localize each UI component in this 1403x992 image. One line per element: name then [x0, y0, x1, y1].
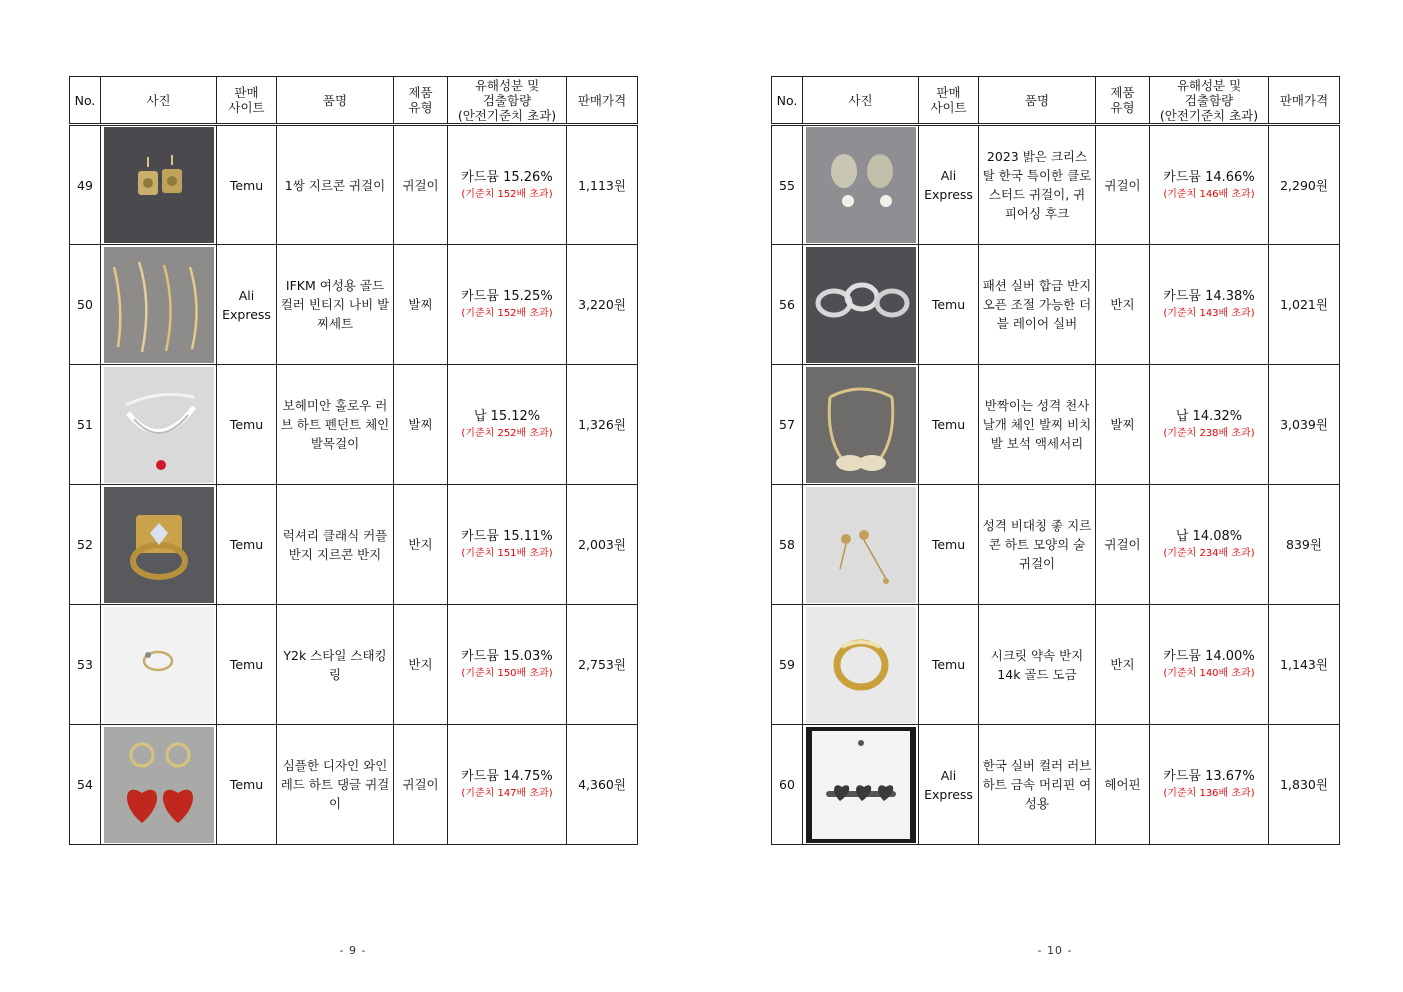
sale-price: 839원 [1269, 485, 1340, 605]
hazard-exceed-note: (기준치 146배 초과) [1163, 188, 1255, 200]
gold-ring-photo [104, 487, 214, 603]
row-number: 54 [70, 725, 101, 845]
product-photo [101, 245, 217, 365]
silver-rings-photo [806, 247, 916, 363]
sale-price: 2,753원 [567, 605, 638, 725]
product-name: 럭셔리 클래식 커플 반지 지르콘 반지 [277, 485, 394, 605]
product-type: 귀걸이 [1096, 125, 1150, 245]
hazard-content: 납 14.32% [1175, 409, 1243, 424]
product-name: 패션 실버 합금 반지 오픈 조절 가능한 더블 레이어 실버 [979, 245, 1096, 365]
row-number: 55 [772, 125, 803, 245]
product-type: 귀걸이 [394, 125, 448, 245]
crystal-stud-earrings-photo [806, 127, 916, 243]
header-photo: 사진 [101, 77, 217, 125]
product-photo [803, 485, 919, 605]
table-row [70, 485, 638, 605]
product-name: 심플한 디자인 와인 레드 하트 댕글 귀걸이 [277, 725, 394, 845]
hazard-result [1150, 125, 1269, 245]
hazard-exceed-note: (기준치 140배 초과) [1163, 668, 1255, 679]
hazard-result [1150, 605, 1269, 725]
tassel-earrings-photo [806, 487, 916, 603]
header-no: No. [70, 77, 101, 125]
sale-price: 1,021원 [1269, 245, 1340, 365]
hazard-content: 카드뮴 14.66% [1163, 169, 1255, 185]
stacking-ring-photo [104, 607, 214, 723]
header-row [772, 77, 1340, 125]
hazard-exceed-note: (기준치 136배 초과) [1163, 788, 1255, 799]
row-number: 52 [70, 485, 101, 605]
sales-site: Ali Express [919, 125, 979, 245]
header-type: 제품 유형 [1096, 77, 1150, 125]
product-photo [803, 245, 919, 365]
row-number: 59 [772, 605, 803, 725]
product-name: 보헤미안 홀로우 러브 하트 펜던트 체인 발목걸이 [277, 365, 394, 485]
product-type: 발찌 [394, 365, 448, 485]
product-type: 반지 [1096, 245, 1150, 365]
hazard-content: 카드뮴 14.75% [461, 769, 553, 784]
hazard-result [448, 725, 567, 845]
red-heart-earrings-photo [104, 727, 214, 843]
table-row [70, 125, 638, 245]
page-number: - 9 - [339, 944, 367, 957]
table-row [70, 605, 638, 725]
heart-hairpin-photo [806, 727, 916, 843]
product-name: 2023 밝은 크리스탈 한국 특이한 클로 스터드 귀걸이, 귀 피어싱 후크 [979, 125, 1096, 245]
product-photo [101, 725, 217, 845]
hazard-result [1150, 245, 1269, 365]
sale-price: 1,113원 [567, 125, 638, 245]
hazard-content: 납 14.08% [1175, 529, 1243, 544]
product-type: 발찌 [394, 245, 448, 365]
hazard-content: 카드뮴 13.67% [1163, 769, 1255, 784]
table-row [772, 725, 1340, 845]
hazard-exceed-note: (기준치 150배 초과) [461, 668, 553, 679]
hazard-exceed-note: (기준치 151배 초과) [461, 548, 553, 559]
row-number: 58 [772, 485, 803, 605]
sales-site: Temu [217, 365, 277, 485]
sales-site: Temu [919, 485, 979, 605]
table-row [70, 245, 638, 365]
row-number: 53 [70, 605, 101, 725]
sales-site: Temu [217, 485, 277, 605]
product-table [69, 76, 638, 845]
product-name: 한국 실버 컬러 러브 하트 금속 머리핀 여성용 [979, 725, 1096, 845]
hazard-exceed-note: (기준치 252배 초과) [461, 428, 553, 439]
hazard-content: 카드뮴 15.03% [461, 649, 553, 664]
sales-site: Temu [919, 605, 979, 725]
sales-site: Ali Express [217, 245, 277, 365]
header-type: 제품 유형 [394, 77, 448, 125]
hazard-result [1150, 485, 1269, 605]
table-row [772, 365, 1340, 485]
hazard-exceed-note: (기준치 152배 초과) [461, 308, 553, 319]
hazard-content: 납 15.12% [473, 409, 541, 424]
product-name: 반짝이는 성격 천사 날개 체인 발찌 비치 발 보석 액세서리 [979, 365, 1096, 485]
sale-price: 2,290원 [1269, 125, 1340, 245]
angel-wing-anklet-photo [806, 367, 916, 483]
gold-anklet-set-photo [104, 247, 214, 363]
sale-price: 3,039원 [1269, 365, 1340, 485]
row-number: 49 [70, 125, 101, 245]
sale-price: 2,003원 [567, 485, 638, 605]
product-name: Y2k 스타일 스태킹 링 [277, 605, 394, 725]
hazard-content: 카드뮴 15.11% [461, 529, 553, 544]
hazard-result [448, 485, 567, 605]
product-table [771, 76, 1340, 845]
header-photo: 사진 [803, 77, 919, 125]
gold-stud-earrings-photo [104, 127, 214, 243]
hazard-content: 카드뮴 15.26% [461, 169, 553, 185]
silver-anklet-photo [104, 367, 214, 483]
product-photo [803, 365, 919, 485]
row-number: 50 [70, 245, 101, 365]
sales-site: Temu [919, 245, 979, 365]
sale-price: 1,326원 [567, 365, 638, 485]
row-number: 56 [772, 245, 803, 365]
sale-price: 3,220원 [567, 245, 638, 365]
row-number: 51 [70, 365, 101, 485]
hazard-exceed-note: (기준치 238배 초과) [1163, 428, 1255, 439]
header-result: 유해성분 및 검출함량 (안전기준치 초과) [1150, 77, 1269, 125]
sales-site: Temu [217, 125, 277, 245]
hazard-content: 카드뮴 15.25% [461, 289, 553, 304]
sale-price: 1,830원 [1269, 725, 1340, 845]
table-row [772, 605, 1340, 725]
table-row [772, 125, 1340, 245]
row-number: 57 [772, 365, 803, 485]
hazard-exceed-note: (기준치 234배 초과) [1163, 548, 1255, 559]
hazard-result [1150, 365, 1269, 485]
table-row [70, 725, 638, 845]
product-photo [101, 605, 217, 725]
product-photo [803, 725, 919, 845]
header-site: 판매 사이트 [919, 77, 979, 125]
hazard-result [448, 125, 567, 245]
product-photo [101, 485, 217, 605]
header-no: No. [772, 77, 803, 125]
product-type: 반지 [394, 485, 448, 605]
header-name: 품명 [979, 77, 1096, 125]
product-type: 반지 [394, 605, 448, 725]
sales-site: Temu [217, 605, 277, 725]
product-photo [803, 125, 919, 245]
sales-site: Temu [919, 365, 979, 485]
sales-site: Temu [217, 725, 277, 845]
header-price: 판매가격 [567, 77, 638, 125]
hazard-result [1150, 725, 1269, 845]
header-name: 품명 [277, 77, 394, 125]
hazard-result [448, 365, 567, 485]
promise-ring-photo [806, 607, 916, 723]
product-photo [803, 605, 919, 725]
product-name: 성격 비대칭 좋 지르콘 하트 모양의 술 귀걸이 [979, 485, 1096, 605]
product-name: IFKM 여성용 골드 컬러 빈티지 나비 발찌세트 [277, 245, 394, 365]
hazard-result [448, 605, 567, 725]
product-type: 반지 [1096, 605, 1150, 725]
header-site: 판매 사이트 [217, 77, 277, 125]
product-name: 1쌍 지르콘 귀걸이 [277, 125, 394, 245]
hazard-result [448, 245, 567, 365]
page-number: - 10 - [1037, 944, 1073, 957]
header-price: 판매가격 [1269, 77, 1340, 125]
product-photo [101, 125, 217, 245]
header-result: 유해성분 및 검출함량 (안전기준치 초과) [448, 77, 567, 125]
product-type: 헤어핀 [1096, 725, 1150, 845]
header-row [70, 77, 638, 125]
table-row [70, 365, 638, 485]
hazard-exceed-note: (기준치 147배 초과) [461, 788, 553, 799]
hazard-content: 카드뮴 14.38% [1163, 289, 1255, 304]
product-name: 시크릿 약속 반지 14k 골드 도금 [979, 605, 1096, 725]
product-type: 귀걸이 [1096, 485, 1150, 605]
sales-site: Ali Express [919, 725, 979, 845]
hazard-exceed-note: (기준치 152배 초과) [461, 188, 553, 200]
product-photo [101, 365, 217, 485]
product-type: 발찌 [1096, 365, 1150, 485]
sale-price: 4,360원 [567, 725, 638, 845]
product-type: 귀걸이 [394, 725, 448, 845]
sale-price: 1,143원 [1269, 605, 1340, 725]
table-row [772, 485, 1340, 605]
hazard-content: 카드뮴 14.00% [1163, 649, 1255, 664]
table-row [772, 245, 1340, 365]
row-number: 60 [772, 725, 803, 845]
hazard-exceed-note: (기준치 143배 초과) [1163, 308, 1255, 319]
